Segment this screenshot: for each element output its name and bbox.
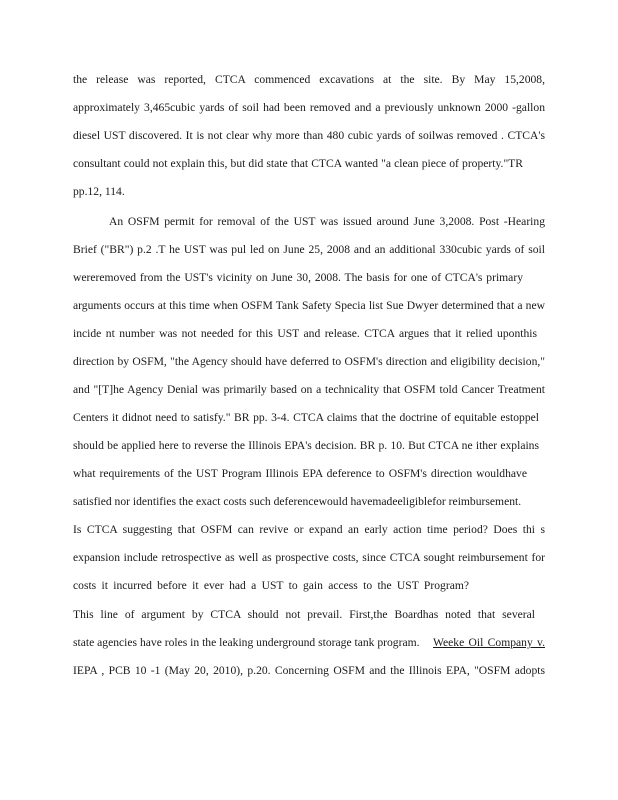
text-line: and "[T]he Agency Denial was primarily based on a technicality that OSFM told Cancer Treatment — [73, 383, 545, 396]
text-line: approximately 3,465cubic yards of soil had been removed and a previously unknown 2000 -gallon — [73, 101, 545, 114]
case-citation: Weeke Oil Company v. — [433, 636, 545, 649]
text-line: the release was reported, CTCA commenced excavations at the site. By May 15,2008, — [73, 73, 545, 86]
text-line: should be applied here to reverse the Illinois EPA's decision. BR p. 10. But CTCA ne ither explains — [73, 439, 539, 452]
text-line: state agencies have roles in the leaking underground storage tank program. — [73, 636, 420, 649]
text-line: what requirements of the UST Program Illinois EPA deference to OSFM's direction wouldhave — [73, 467, 527, 480]
text-line: direction by OSFM, "the Agency should have deferred to OSFM's direction and eligibility decision," — [73, 355, 545, 368]
text-line: arguments occurs at this time when OSFM Tank Safety Specia list Sue Dwyer determined that a new — [73, 299, 545, 312]
text-line: IEPA , PCB 10 -1 (May 20, 2010), p.20. Concerning OSFM and the Illinois EPA, "OSFM adopts — [73, 664, 545, 677]
text-line: wereremoved from the UST's vicinity on June 30, 2008. The basis for one of CTCA's primary — [73, 271, 523, 284]
text-line: diesel UST discovered. It is not clear why more than 480 cubic yards of soilwas removed . CTCA's — [73, 129, 545, 142]
text-line: pp.12, 114. — [73, 185, 125, 198]
text-line: costs it incurred before it ever had a UST to gain access to the UST Program? — [73, 579, 469, 592]
text-line: consultant could not explain this, but did state that CTCA wanted "a clean piece of property."TR — [73, 157, 523, 170]
text-line: satisfied nor identifies the exact costs such deferencewould havemadeeligiblefor reimbursement. — [73, 495, 522, 508]
text-line: incide nt number was not needed for this UST and release. CTCA argues that it relied uponthis — [73, 327, 537, 340]
text-line: Brief ("BR") p.2 .T he UST was pul led on June 25, 2008 and an additional 330cubic yards of soil — [73, 243, 545, 256]
text-line: Is CTCA suggesting that OSFM can revive or expand an early action time period? Does thi s — [73, 523, 545, 536]
text-line: This line of argument by CTCA should not prevail. First,the Boardhas noted that several — [73, 608, 535, 621]
text-line: Centers it didnot need to satisfy." BR pp. 3-4. CTCA claims that the doctrine of equitable estoppel — [73, 411, 539, 424]
text-line: expansion include retrospective as well as prospective costs, since CTCA sought reimbursement for — [73, 551, 545, 564]
text-line: An OSFM permit for removal of the UST was issued around June 3,2008. Post -Hearing — [109, 215, 545, 228]
